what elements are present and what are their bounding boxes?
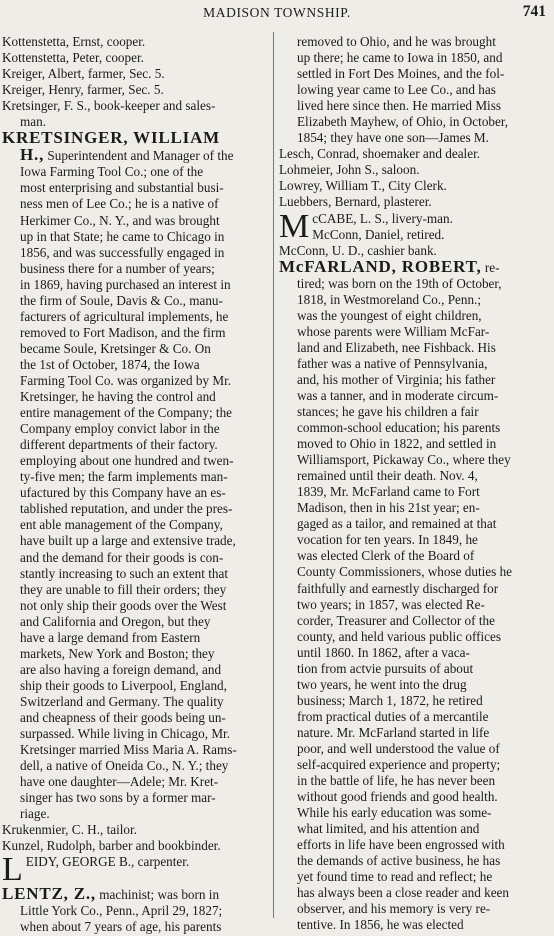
biography-line: poor, and well understood the value of (297, 740, 500, 756)
biography-line: riage. (20, 806, 50, 822)
biography-line: business there for a number of years; (20, 260, 215, 276)
biography-line: ufactured by this Company have an es- (20, 485, 226, 501)
biography-line: up in that State; he came to Chicago in (20, 228, 225, 244)
biography-line: While his early education was some- (297, 805, 492, 821)
directory-entry: Luebbers, Bernard, plasterer. (279, 194, 432, 210)
biography-line: observer, and his memory is very re- (297, 901, 491, 917)
biography-line: in 1869, having purchased an interest in (20, 276, 231, 292)
left-column (2, 34, 270, 936)
biography-line: tentive. In 1856, he was elected (297, 917, 464, 933)
biography-line: remained until their death. Nov. 4, (297, 468, 478, 484)
biography-line: was a tanner, and in moderate circum- (297, 387, 499, 403)
entry-text: machinist; was born in (95, 887, 220, 903)
directory-entry: Lesch, Conrad, shoemaker and dealer. (279, 146, 481, 162)
biography-line: lowing year came to Lee Co., and has (297, 82, 496, 98)
drop-cap: L (2, 854, 23, 887)
biography-line: County Commissioners, whose duties he (297, 564, 513, 580)
directory-entry: Kretsinger, F. S., book-keeper and sales- (2, 98, 216, 114)
biography-line: the 1st of October, 1874, the Iowa (20, 356, 200, 372)
biography-line: faithfully and earnestly discharged for (297, 580, 499, 596)
biography-line: vocation for ten years. In 1849, he (297, 532, 478, 548)
biography-line: different departments of their factory. (20, 437, 218, 453)
biography-line: singer has two sons by a former mar- (20, 790, 216, 806)
biography-line: father was a native of Pennsylvania, (297, 355, 488, 371)
biography-line: self-acquired experience and property; (297, 757, 501, 773)
biography-line: Kretsinger married Miss Maria A. Rams- (20, 742, 237, 758)
directory-entry: Lowrey, William T., City Clerk. (279, 178, 447, 194)
biography-line: removed to Ohio, and he was brought (297, 34, 496, 49)
biography-line: and California and Oregon, but they (20, 613, 211, 629)
running-head: MADISON TOWNSHIP. (203, 5, 351, 20)
page-header (0, 3, 554, 23)
biography-line: surpassed. While living in Chicago, Mr. (20, 726, 231, 742)
biography-line: from practical duties of a mercantile (297, 708, 489, 724)
biography-line: and, his mother of Virginia; his father (297, 371, 496, 387)
biography-line: gaged as a tailor, and remained at that (297, 516, 497, 532)
lentz-heading (2, 886, 270, 903)
biography-line: 1818, in Westmoreland Co., Penn.; (297, 291, 482, 307)
biography-line: what limited, and his attention and (297, 821, 480, 837)
right-column (279, 34, 549, 934)
biography-line: ent able management of the Company, (20, 517, 223, 533)
directory-entry: Krukenmier, C. H., tailor. (2, 822, 137, 838)
entry-text: re- (481, 259, 500, 275)
biography-line: Little York Co., Penn., April 29, 1827; (20, 903, 223, 919)
column-divider (273, 32, 274, 918)
biography-line: settled in Fort Des Moines, and the fol- (297, 66, 505, 82)
directory-entry: Kunzel, Rudolph, barber and bookbinder. (2, 838, 221, 854)
biography-line: the firm of Soule, Davis & Co., manu- (20, 292, 223, 308)
biography-line: and cheapness of their goods being un- (20, 709, 226, 725)
biography-line: Madison, then in his 21st year; en- (297, 500, 480, 516)
biography-line: two years; in 1857, was elected Re- (297, 596, 485, 612)
biography-line: was elected Clerk of the Board of (297, 548, 475, 564)
directory-entry: Kreiger, Henry, farmer, Sec. 5. (2, 82, 164, 98)
biography-line: was the youngest of eight children, (297, 307, 482, 323)
biography-line: Herkimer Co., N. Y., and was brought (20, 212, 220, 228)
directory-entry: Kottenstetta, Peter, cooper. (2, 50, 144, 66)
biography-line: 1856, and was successfully engaged in (20, 244, 225, 260)
biography-line: not only ship their goods over the West (20, 597, 227, 613)
biography-line: tion from actvie pursuits of about (297, 660, 474, 676)
biography-line: yet found time to read and reflect; he (297, 869, 493, 885)
biography-line: common-school education; his parents (297, 420, 501, 436)
directory-entry: man. (20, 114, 47, 130)
biography-line: are also having a foreign demand, and (20, 661, 222, 677)
biography-line: corder, Treasurer and Collector of the (297, 612, 495, 628)
biography-line: they are unable to fill their orders; they (20, 581, 227, 597)
entry-text: cCABE, L. S., livery-man. (312, 210, 453, 226)
biography-line: Switzerland and Germany. The quality (20, 693, 224, 709)
directory-entry: McConn, U. D., cashier bank. (279, 242, 437, 258)
directory-entry: Lohmeier, John S., saloon. (279, 162, 420, 178)
biography-line: and the demand for their goods is con- (20, 549, 224, 565)
biography-line: stances; he gave his children a fair (297, 403, 479, 419)
biography-line: Williamsport, Pickaway Co., where they (297, 452, 511, 468)
biography-line: up there; he came to Iowa in 1850, and (297, 50, 503, 66)
biography-line: have one daughter—Adele; Mr. Kret- (20, 774, 219, 790)
biography-line: lived here since then. He married Miss (297, 98, 501, 114)
mccabe-entry (279, 207, 549, 245)
biography-line: nature. Mr. McFarland started in life (297, 724, 490, 740)
biography-line: ty-five men; the farm implements man- (20, 469, 228, 485)
biography-line: 1839, Mr. McFarland came to Fort (297, 484, 480, 500)
biography-line: tablished reputation, and under the pres- (20, 501, 233, 517)
biography-line: land and Elizabeth, nee Fishback. His (297, 339, 496, 355)
leidy-entry (2, 854, 270, 886)
biography-line: moved to Ohio in 1822, and settled in (297, 436, 497, 452)
biography-line: without good friends and good health. (297, 789, 498, 805)
biography-line: Farming Tool Co. was organized by Mr. (20, 372, 232, 388)
biography-line: Kretsinger, he having the control and (20, 389, 216, 405)
biography-line: whose parents were William McFar- (297, 323, 490, 339)
biography-line: have built up a large and extensive trade, (20, 533, 236, 549)
biography-line: two years, he went into the drug (297, 676, 467, 692)
directory-entry: Kottenstetta, Ernst, cooper. (2, 34, 146, 49)
biography-line: in the battle of life, he has never been (297, 773, 496, 789)
biography-line: Elizabeth Mayhew, of Ohio, in October, (297, 114, 509, 130)
biography-line: removed to Fort Madison, and the firm (20, 324, 226, 340)
biography-line: became Soule, Kretsinger & Co. On (20, 340, 211, 356)
biography-line: 1854; they have one son—James M. (297, 130, 489, 146)
biography-line: efforts in life have been engrossed with (297, 837, 505, 853)
biography-line: tired; was born on the 19th of October, (297, 275, 502, 291)
entry-name: H., (20, 147, 45, 165)
biography-line: have a large demand from Eastern (20, 629, 201, 645)
drop-cap: M (279, 207, 310, 245)
entry-name: McFARLAND, ROBERT, (279, 258, 482, 276)
biography-line: the demands of active business, he has (297, 853, 501, 869)
directory-entry: Kreiger, Albert, farmer, Sec. 5. (2, 66, 165, 82)
biography-line: entire management of the Company; the (20, 405, 233, 421)
entry-text: EIDY, GEORGE B., carpenter. (25, 854, 190, 870)
biography-line: stantly increasing to such an extent that (20, 565, 229, 581)
biography-line: county, and held various public offices (297, 628, 501, 644)
biography-line: business; March 1, 1872, he retired (297, 692, 483, 708)
biography-line: has always been a close reader and keen (297, 885, 509, 901)
entry-name: KRETSINGER, WILLIAM (2, 130, 220, 148)
biography-line: when about 7 years of age, his parents (20, 919, 222, 935)
page-number: 741 (522, 3, 546, 20)
biography-line: employing about one hundred and twen- (20, 453, 234, 469)
entry-text: McConn, Daniel, retired. (312, 226, 445, 242)
mcfarland-heading (279, 259, 549, 276)
entry-text: Superintendent and Manager of the (44, 148, 234, 164)
biography-line: dell, a native of Oneida Co., N. Y.; they (20, 758, 229, 774)
biography-line: ship their goods to Liverpool, England, (20, 677, 227, 693)
biography-line: Company employ convict labor in the (20, 421, 220, 437)
biography-line: ness men of Lee Co.; he is a native of (20, 196, 219, 212)
kretsinger-heading-cont (2, 147, 270, 164)
entry-name: LENTZ, Z., (2, 886, 96, 904)
biography-line: until 1860. In 1862, after a vaca- (297, 644, 470, 660)
kretsinger-heading (2, 130, 270, 147)
biography-line: most enterprising and substantial busi- (20, 180, 224, 196)
biography-line: markets, New York and Boston; they (20, 645, 215, 661)
biography-line: Iowa Farming Tool Co.; one of the (20, 164, 204, 180)
biography-line: facturers of agricultural implements, he (20, 308, 229, 324)
